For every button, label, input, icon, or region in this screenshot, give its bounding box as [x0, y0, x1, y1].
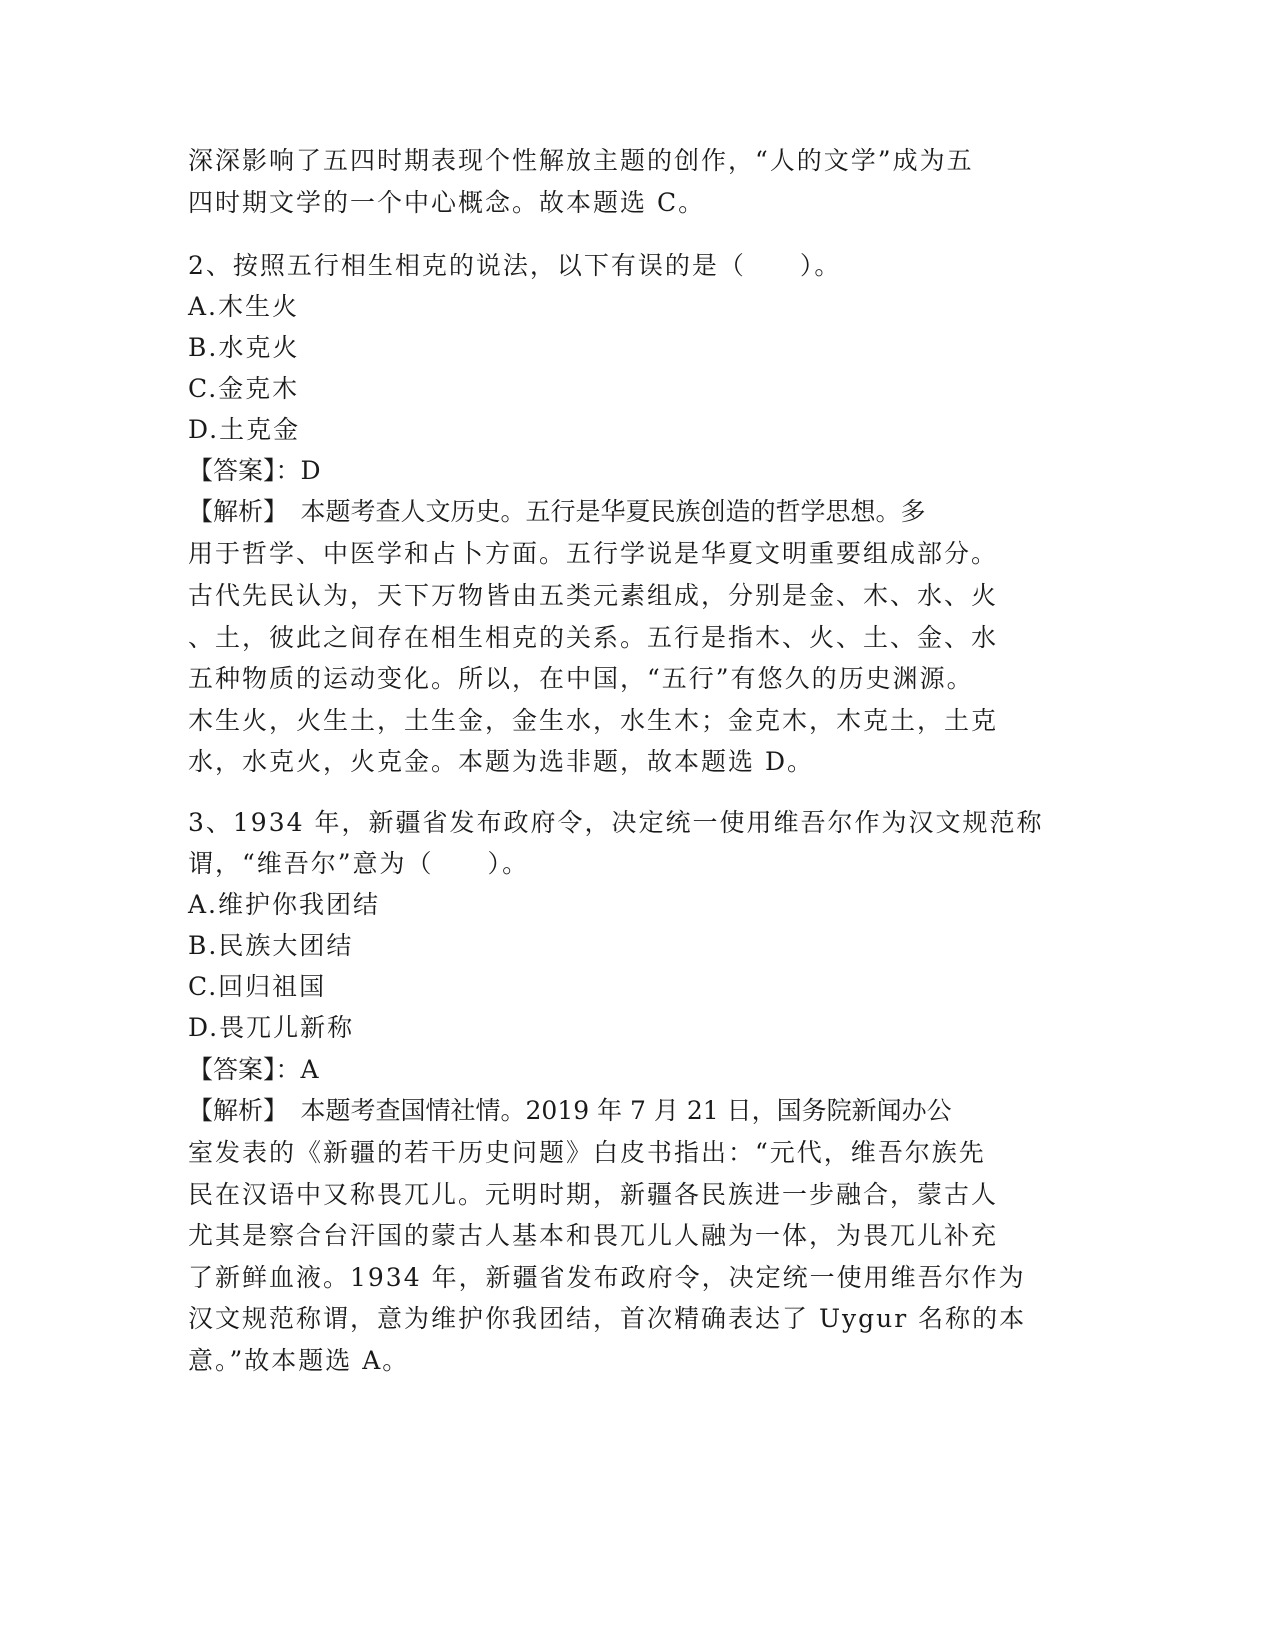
continuation-line-1: 深深影响了五四时期表现个性解放主题的创作，“人的文学”成为五 — [188, 146, 974, 175]
question-3-stem-line-2: 谓，“维吾尔”意为（ ）。 — [188, 849, 530, 878]
continuation-line-2: 四时期文学的一个中心概念。故本题选 C。 — [188, 188, 706, 217]
question-3-analysis-line-7: 意。”故本题选 A。 — [188, 1346, 410, 1375]
question-3-option-a: A.维护你我团结 — [188, 890, 381, 919]
question-2-analysis-line-2: 用于哲学、中医学和占卜方面。五行学说是华夏文明重要组成部分。 — [188, 539, 999, 568]
question-3-analysis-line-4: 尤其是察合台汗国的蒙古人基本和畏兀儿人融为一体，为畏兀儿补充 — [188, 1221, 999, 1250]
question-2-option-c: C.金克木 — [188, 374, 300, 403]
question-2-option-d: D.土克金 — [188, 415, 301, 444]
question-3-option-b: B.民族大团结 — [188, 931, 354, 960]
question-2-answer: 【答案】：D — [188, 456, 321, 485]
question-2-analysis-line-6: 木生火，火生土，土生金，金生水，水生木；金克木，木克土，土克 — [188, 706, 999, 735]
question-3-analysis-line-6: 汉文规范称谓，意为维护你我团结，首次精确表达了 Uygur 名称的本 — [188, 1304, 1027, 1333]
question-3-option-d: D.畏兀儿新称 — [188, 1013, 355, 1042]
question-3-analysis-line-3: 民在汉语中又称畏兀儿。元明时期，新疆各民族进一步融合，蒙古人 — [188, 1180, 999, 1209]
question-2-analysis-line-4: 、土，彼此之间存在相生相克的关系。五行是指木、火、土、金、水 — [188, 623, 999, 652]
question-3-analysis-line-5: 了新鲜血液。1934 年，新疆省发布政府令，决定统一使用维吾尔作为 — [188, 1263, 1026, 1292]
question-3-option-c: C.回归祖国 — [188, 972, 327, 1001]
question-2-analysis-line-5: 五种物质的运动变化。所以，在中国，“五行”有悠久的历史渊源。 — [188, 664, 974, 693]
question-2-stem: 2、按照五行相生相克的说法，以下有误的是（ ）。 — [188, 251, 842, 280]
question-3-analysis-line-1: 【解析】 本题考查国情社情。2019 年 7 月 21 日，国务院新闻办公 — [188, 1096, 952, 1125]
question-2-analysis-line-1: 【解析】 本题考查人文历史。五行是华夏民族创造的哲学思想。多 — [188, 497, 926, 526]
question-2-option-a: A.木生火 — [188, 292, 300, 321]
question-2-option-b: B.水克火 — [188, 333, 300, 362]
question-3-stem-line-1: 3、1934 年，新疆省发布政府令，决定统一使用维吾尔作为汉文规范称 — [188, 808, 1044, 837]
question-2-analysis-line-3: 古代先民认为，天下万物皆由五类元素组成，分别是金、木、水、火 — [188, 581, 999, 610]
question-3-analysis-line-2: 室发表的《新疆的若干历史问题》白皮书指出：“元代，维吾尔族先 — [188, 1138, 986, 1167]
question-2-analysis-line-7: 水，水克火，火克金。本题为选非题，故本题选 D。 — [188, 747, 814, 776]
question-3-answer: 【答案】：A — [188, 1055, 319, 1084]
